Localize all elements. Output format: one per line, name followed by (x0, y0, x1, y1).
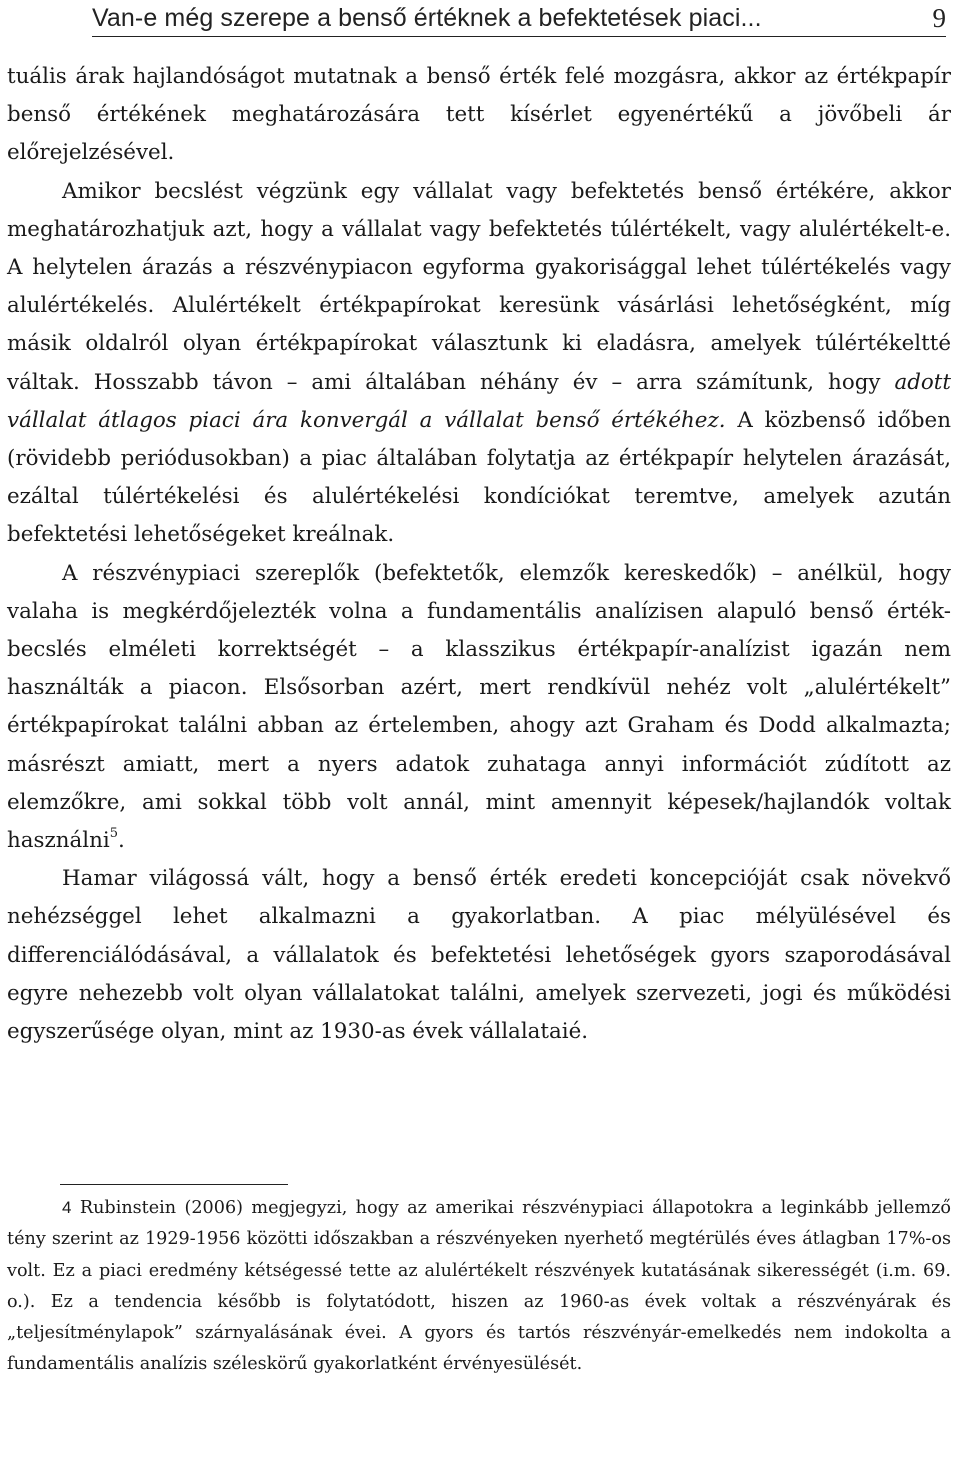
paragraph-2-text-b: A közbenső időben (rövidebb periódusokban) a piac általában folytatja az értékpapír helytelen árazását, ezáltal túlértékelési és alulértékelési kondíciókat teremtve, amelyek azután befektetési lehetőségeket kreálnak. (7, 407, 951, 548)
footnotes (7, 1192, 951, 1381)
footnote-4 (7, 1192, 951, 1381)
running-title: Van-e még szerepe a benső értéknek a befektetések piaci... (92, 3, 762, 32)
footnote-text: Rubinstein (2006) megjegyzi, hogy az amerikai részvénypiaci állapotokra a leginkább jellemző tény szerint az 1929-1956 közötti időszakban a részvényeken nyerhető megtérülés éves átlagban 17%-os volt. Ez a piaci eredmény kétségessé tette az alulértékelt részvények kutatásának sikerességét (i.m. 69. o.). Ez a tendencia később is folytatódott, hiszen az 1960-as évek voltak a részvényárak és „teljesítménylapok” szárnyalásának évei. A gyors és tartós részvényár-emelkedés nem indokolta a fundamentális analízis széleskörű gyakorlatként érvényesülését. (7, 1198, 952, 1375)
footnote-reference-5[interactable]: 5 (109, 826, 119, 842)
paragraph-4-text: Hamar világossá vált, hogy a benső érték eredeti koncepcióját csak növekvő nehézséggel lehet alkalmazni a gyakorlatban. A piac mélyülésével és differenciálódásával, a vállalatok és befektetési lehetőségek gyors szaporodásával egyre nehezebb volt olyan vállalatokat találni, amelyek szervezeti, jogi és működési egyszerűsége olyan, mint az 1930-as évek vállalataié. (7, 866, 951, 1045)
footnote-separator (60, 1184, 288, 1185)
paragraph-continued (7, 58, 951, 173)
paragraph-3-text: A részvénypiaci szereplők (befektetők, elemzők kereskedők) – anélkül, hogy valaha is megkérdőjelezték volna a fundamentális analízisen alapuló benső érték-becslés elméleti korrektségét – a klasszikus értékpapír-analízist igazán nem használták a piacon. Elsősorban azért, mert rendkívül nehéz volt „alulértékelt” értékpapírokat találni abban az értelemben, ahogy azt Graham és Dodd alkalmazta; másrészt amiatt, mert a nyers adatok zuhataga annyi információt zúdított az elemzőkre, ami sokkal több volt annál, mint amennyit képesek/hajlandók voltak használni (7, 560, 951, 854)
page-number: 9 (932, 2, 946, 33)
paragraph-1-text: tuális árak hajlandóságot mutatnak a benső érték felé mozgásra, akkor az értékpapír benső értékének meghatározására tett kísérlet egyenértékű a jövőbeli ár előrejelzésével. (7, 64, 951, 166)
footnote-mark: 4 (62, 1198, 72, 1217)
paragraph-2-emphasis: adott vállalat átlagos piaci ára konvergál a vállalat benső értékéhez. (7, 369, 951, 433)
paragraph-4 (7, 860, 951, 1051)
paragraph-3 (7, 555, 951, 861)
paragraph-2-text-a: Amikor becslést végzünk egy vállalat vagy befektetés benső értékére, akkor meghatározhatjuk azt, hogy a vállalat vagy befektetés túlértékelt, vagy alulértékelt-e. A helytelen árazás a részvénypiacon egyforma gyakorisággal lehet túlértékelés vagy alulértékelés. Alulértékelt értékpapírokat keresünk vásárlási lehetőségként, míg másik oldalról olyan értékpapírokat választunk ki eladásra, amelyek túlértékeltté váltak. Hosszabb távon – ami általában néhány év – arra számítunk, hogy (7, 178, 951, 395)
body-text (7, 58, 951, 1051)
paragraph-2 (7, 173, 951, 555)
paragraph-3-end: . (118, 828, 125, 854)
running-header (92, 0, 946, 37)
